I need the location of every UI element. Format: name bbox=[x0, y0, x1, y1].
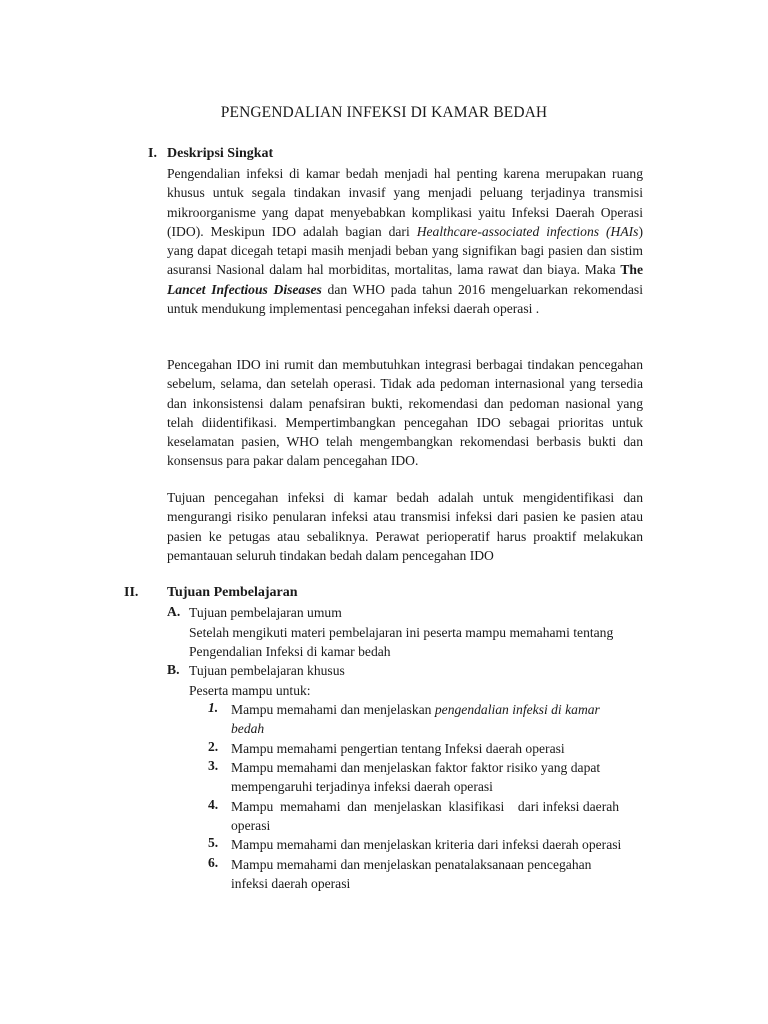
list-item-continuation: bedah bbox=[231, 721, 265, 736]
list-item-number: 1. bbox=[208, 700, 219, 715]
section-1-number: I. bbox=[148, 146, 157, 161]
list-item-continuation: mempengaruhi terjadinya infeksi daerah operasi bbox=[231, 779, 493, 794]
document-title: PENGENDALIAN INFEKSI DI KAMAR BEDAH bbox=[220, 104, 548, 121]
section-1-paragraph-3: Tujuan pencegahan infeksi di kamar bedah adalah untuk mengidentifikasi dan mengurangi risiko penularan infeksi atau transmisi infeksi dari pasien ke pasien atau pasien ke petugas atau sebaliknya. Perawat perioperatif harus proaktif melakukan pemantauan seluruh tindakan bedah dalam pencegahan IDO bbox=[167, 490, 643, 563]
list-item-continuation: operasi bbox=[231, 818, 271, 833]
list-item: Mampu memahami dan menjelaskan penatalaksanaan pencegahan bbox=[231, 857, 592, 872]
subsection-a-line-2: Pengendalian Infeksi di kamar bedah bbox=[189, 644, 391, 659]
list-item: Mampu memahami dan menjelaskan klasifikasi dari infeksi daerah bbox=[231, 799, 620, 814]
subsection-a-line-1: Setelah mengikuti materi pembelajaran ini peserta mampu memahami tentang bbox=[189, 625, 614, 640]
section-2-heading: Tujuan Pembelajaran bbox=[167, 585, 298, 600]
list-item-number: 6. bbox=[208, 855, 219, 870]
section-2-number: II. bbox=[124, 585, 139, 600]
section-1-heading: Deskripsi Singkat bbox=[167, 146, 274, 161]
list-item: Mampu memahami dan menjelaskan faktor faktor risiko yang dapat bbox=[231, 760, 601, 775]
list-item: Mampu memahami dan menjelaskan kriteria dari infeksi daerah operasi bbox=[231, 837, 622, 852]
subsection-b-title: Tujuan pembelajaran khusus bbox=[189, 663, 345, 678]
list-item-number: 4. bbox=[208, 797, 219, 812]
subsection-b-intro: Peserta mampu untuk: bbox=[189, 683, 311, 698]
list-item-number: 5. bbox=[208, 835, 219, 850]
subsection-a-title: Tujuan pembelajaran umum bbox=[189, 605, 342, 620]
list-item-number: 3. bbox=[208, 758, 219, 773]
section-1-paragraph-2: Pencegahan IDO ini rumit dan membutuhkan integrasi berbagai tindakan pencegahan sebelum, selama, dan setelah operasi. Tidak ada pedoman internasional yang tersedia dan inkonsistensi dalam penafsiran bukti, rekomendasi dan pedoman nasional yang telah diidentifikasi. Mempertimbangkan pencegahan IDO sebagai prioritas untuk keselamatan pasien, WHO telah mengembangkan rekomendasi berbasis bukti dan konsensus para pakar dalam pencegahan IDO. bbox=[167, 357, 643, 469]
section-1-paragraph-1: Pengendalian infeksi di kamar bedah menjadi hal penting karena merupakan ruang khusus untuk segala tindakan invasif yang menjadi peluang terjadinya transmisi mikroorganisme yang dapat menyebabkan komplikasi yaitu Infeksi Daerah Operasi (IDO). Meskipun IDO adalah bagian dari Healthcare-associated infections (HAIs) yang dapat dicegah tetapi masih menjadi beban yang signifikan bagi pasien dan sistim asuransi Nasional dalam hal morbiditas, mortalitas, lama rawat dan biaya. Maka The Lancet Infectious Diseases dan WHO pada tahun 2016 mengeluarkan rekomendasi untuk mendukung implementasi pencegahan infeksi daerah operasi . bbox=[167, 166, 644, 317]
subsection-b-letter: B. bbox=[167, 662, 180, 677]
list-item: Mampu memahami dan menjelaskan pengendalian infeksi di kamar bbox=[231, 702, 600, 717]
list-item-number: 2. bbox=[208, 739, 219, 754]
list-item-continuation: infeksi daerah operasi bbox=[231, 876, 351, 891]
subsection-a-letter: A. bbox=[167, 604, 181, 619]
list-item: Mampu memahami pengertian tentang Infeksi daerah operasi bbox=[231, 741, 565, 756]
